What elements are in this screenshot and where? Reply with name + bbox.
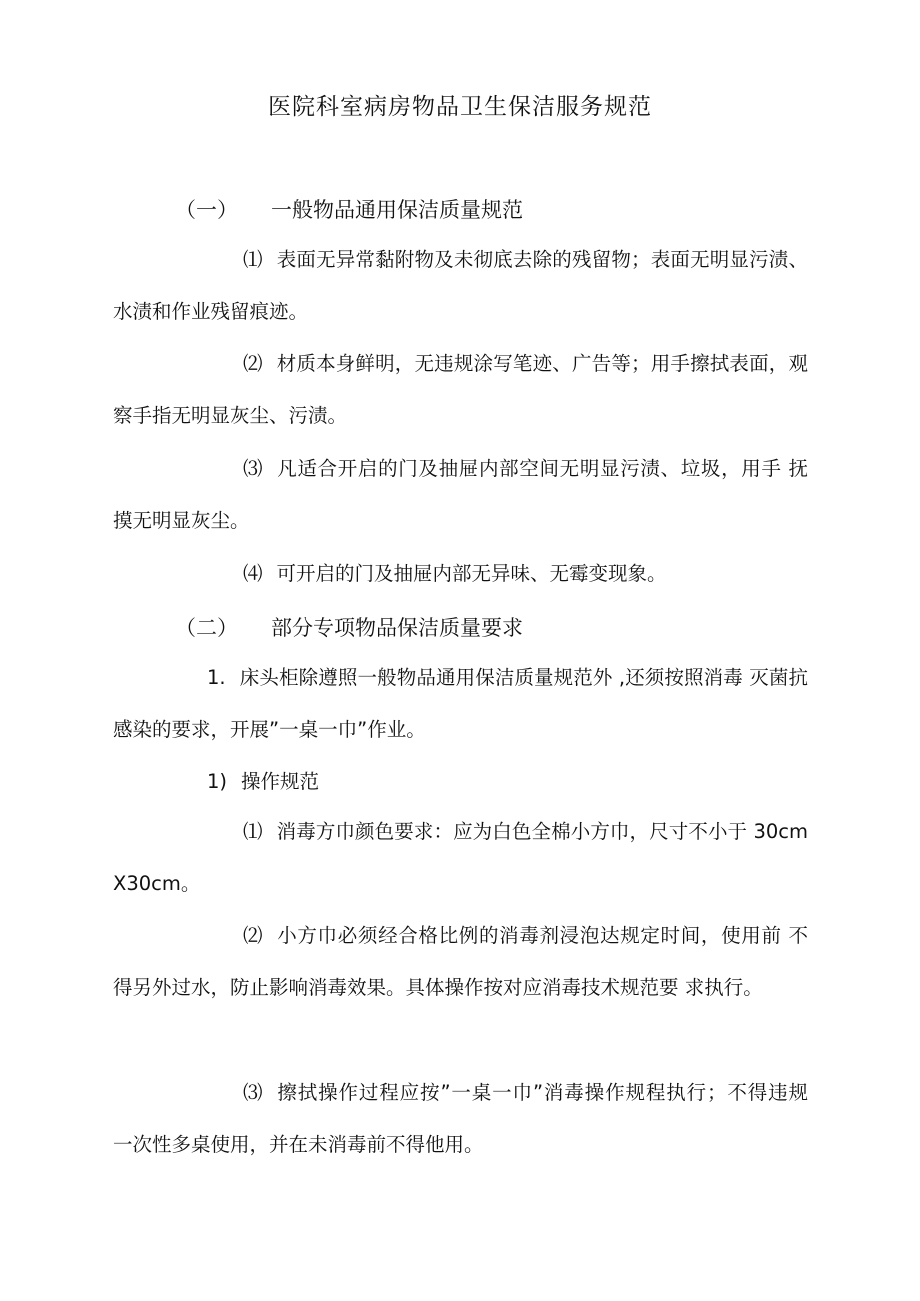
paragraph-text: 床头柜除遵照一般物品通用保洁质量规范外 ,还须按照消毒 灭菌抗感染的要求，开展”一桌一巾”作业。 <box>113 666 808 741</box>
paragraph-number: 1) <box>207 770 228 793</box>
document-title: 医院科室病房物品卫生保洁服务规范 <box>268 94 652 120</box>
paragraph-text: 可开启的门及抽屉内部无异味、无霉变现象。 <box>276 562 667 585</box>
paragraph-number: ⑴ <box>243 248 263 271</box>
paragraph-text: 凡适合开启的门及抽屉内部空间无明显污渍、垃圾，用手 抚摸无明显灰尘。 <box>113 457 808 532</box>
paragraph-text: 材质本身鲜明，无违规涂写笔迹、广告等；用手擦拭表面，观察手指无明显灰尘、污渍。 <box>113 352 808 427</box>
paragraph-number: ⑵ <box>243 352 263 375</box>
paragraph-number: ⑷ <box>243 562 263 585</box>
section-heading-1 <box>175 194 523 224</box>
paragraph-7 <box>113 806 808 910</box>
paragraph-8 <box>113 910 808 1014</box>
paragraph-text: 消毒方巾颜色要求：应为白色全棉小方巾，尺寸不小于 30cm X30cm。 <box>113 820 808 895</box>
paragraph-1 <box>113 234 808 338</box>
paragraph-3 <box>113 443 808 547</box>
paragraph-9 <box>113 1067 808 1171</box>
section-number: （二） <box>175 616 238 640</box>
paragraph-number: ⑴ <box>243 820 263 843</box>
section-number: （一） <box>175 198 238 222</box>
paragraph-number: ⑶ <box>243 457 263 480</box>
section-title: 部分专项物品保洁质量要求 <box>271 616 523 640</box>
paragraph-number: ⑵ <box>243 924 263 947</box>
paragraph-number: ⑶ <box>243 1081 263 1104</box>
section-title: 一般物品通用保洁质量规范 <box>271 198 523 222</box>
section-heading-2 <box>175 612 523 642</box>
paragraph-text: 表面无异常黏附物及未彻底去除的残留物；表面无明显污渍、水渍和作业残留痕迹。 <box>113 248 808 323</box>
paragraph-5 <box>113 652 808 756</box>
paragraph-6 <box>113 756 808 808</box>
paragraph-text: 擦拭操作过程应按”一桌一巾”消毒操作规程执行；不得违规 一次性多桌使用，并在未消毒前不得他用。 <box>113 1081 808 1156</box>
paragraph-text: 操作规范 <box>241 770 320 793</box>
paragraph-4 <box>113 548 808 600</box>
paragraph-text: 小方巾必须经合格比例的消毒剂浸泡达规定时间，使用前 不得另外过水，防止影响消毒效果。具体操作按对应消毒技术规范要 求执行。 <box>113 924 808 999</box>
paragraph-number: 1. <box>207 666 226 689</box>
paragraph-2 <box>113 338 808 442</box>
